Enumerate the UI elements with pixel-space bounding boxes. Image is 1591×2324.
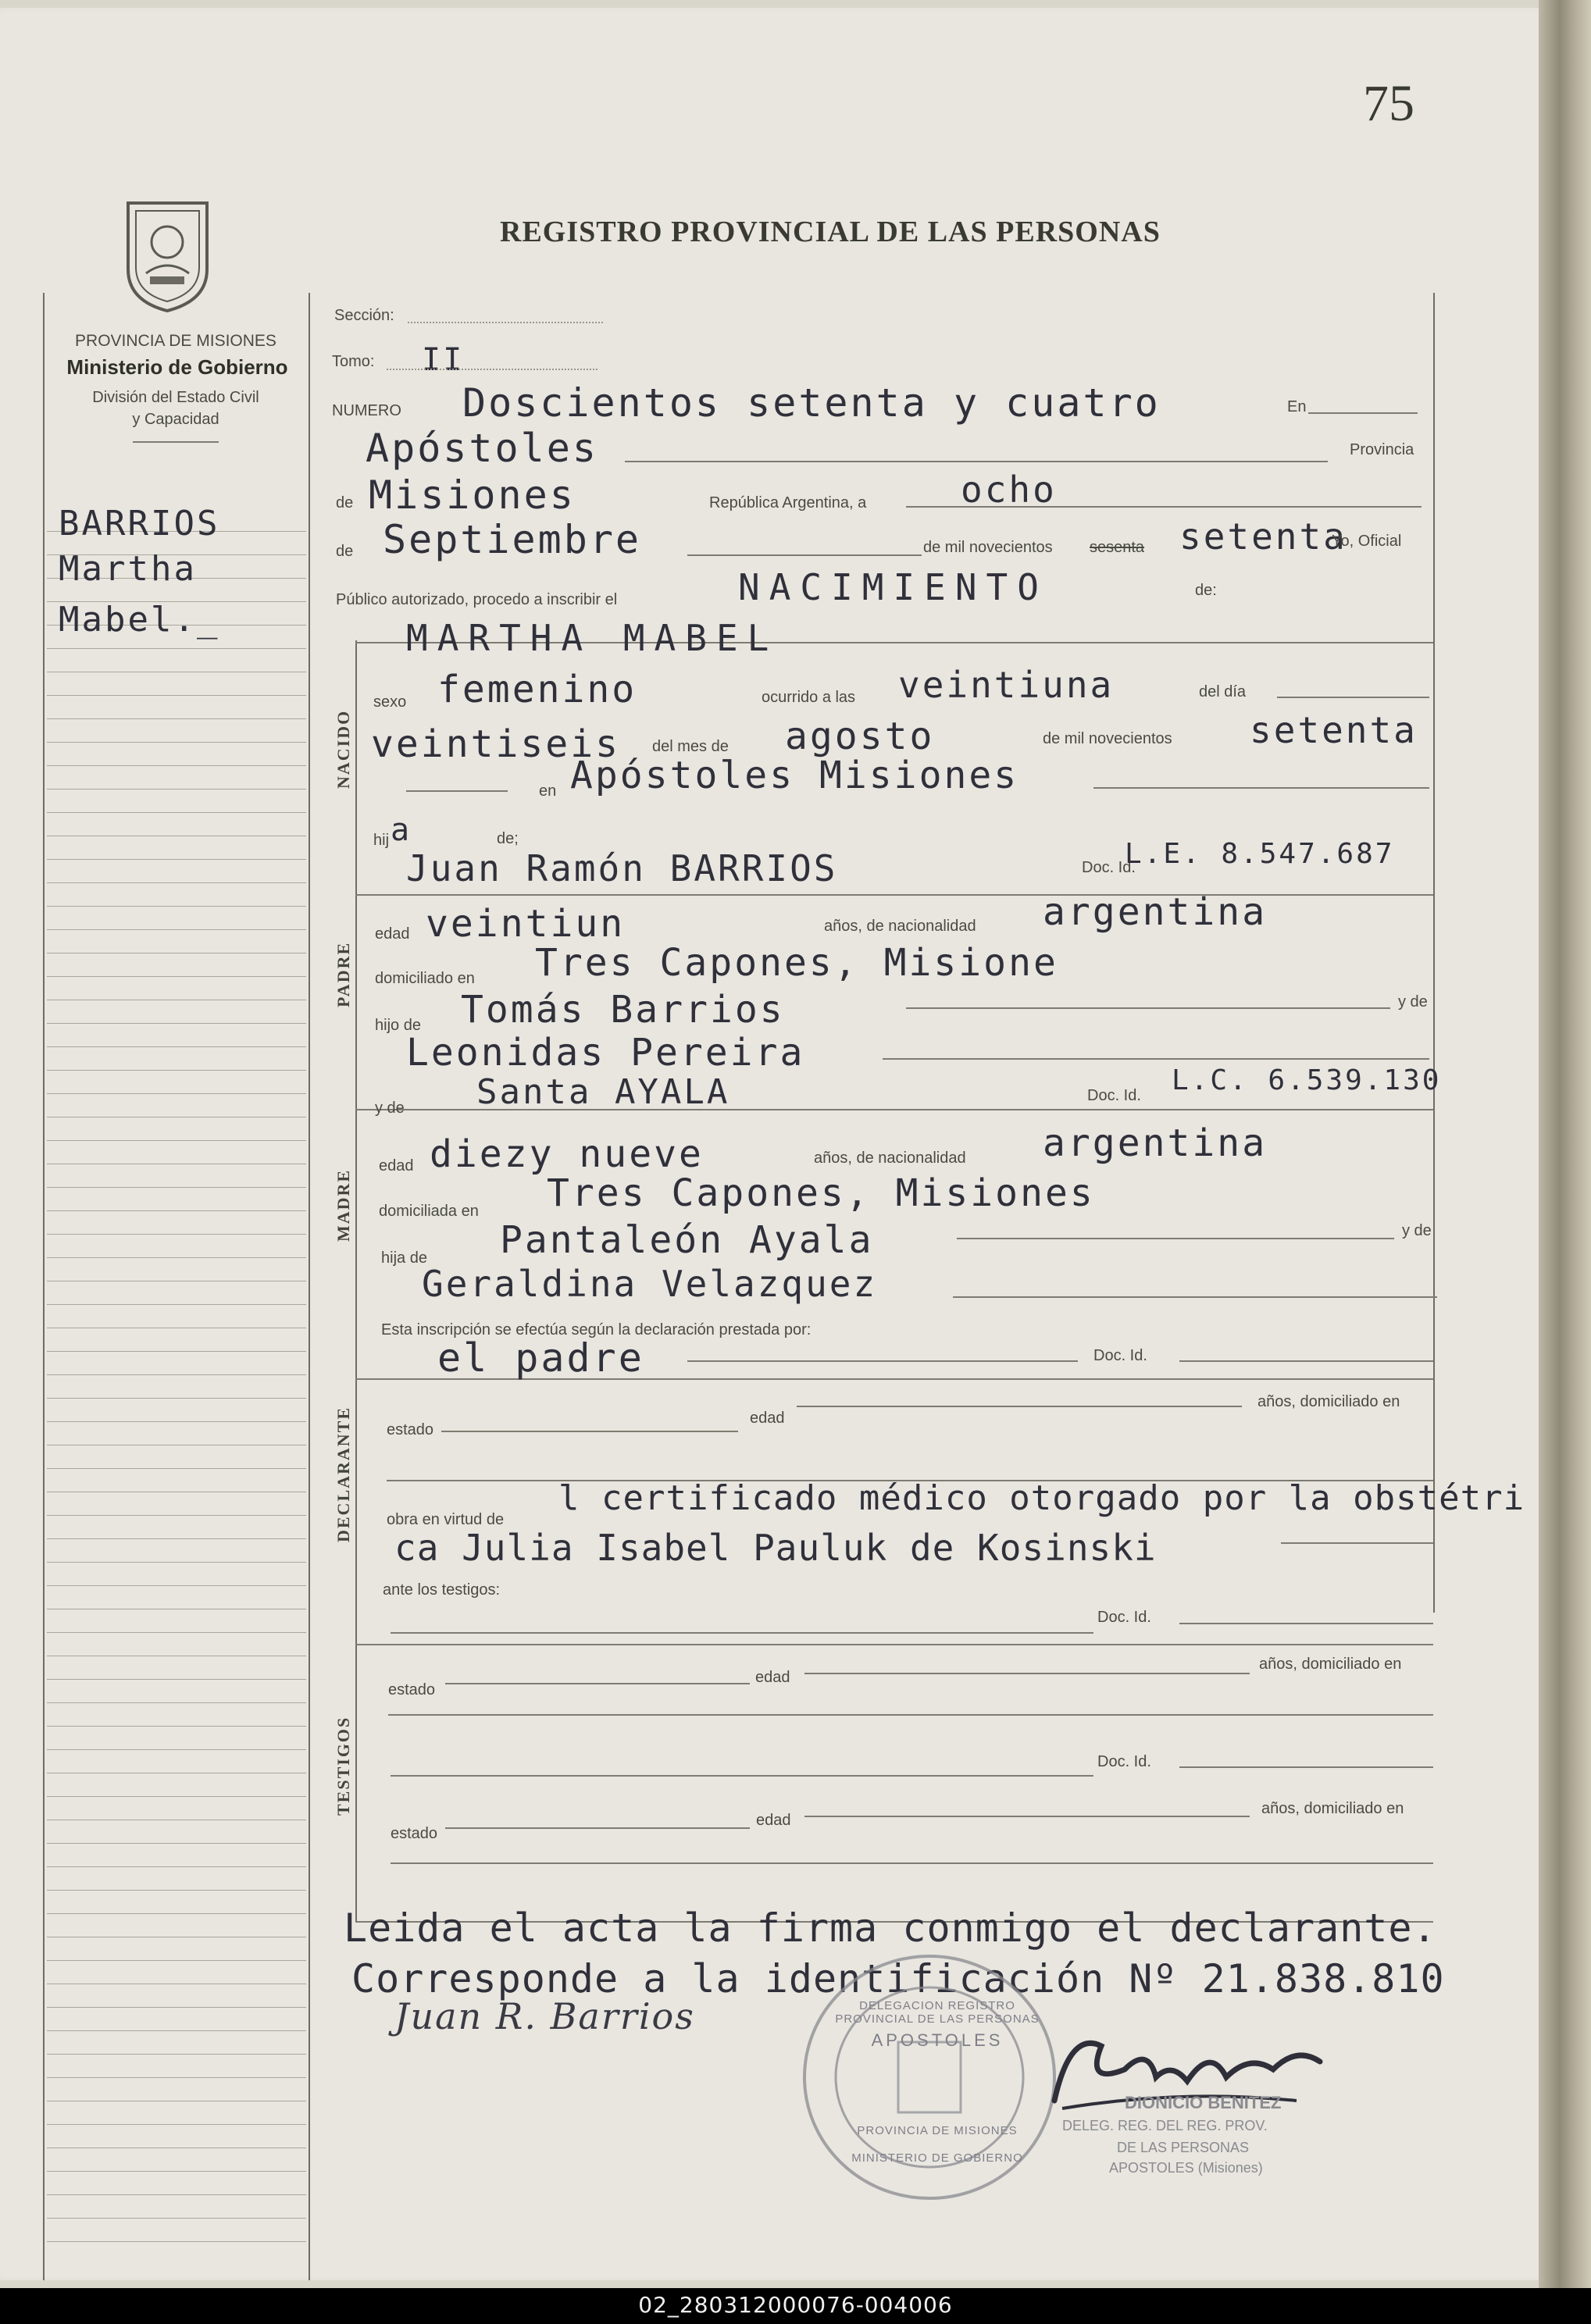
margin-rule [47,1093,306,1094]
official-line3: DE LAS PERSONAS [1117,2140,1250,2155]
declarante-anos-label: años, domiciliado en [1257,1393,1400,1410]
madre-dom-value: Tres Capones, Misiones [547,1171,1095,1215]
margin-rule [47,882,306,883]
margin-rule [47,1749,306,1750]
footer-code: 02_280312000076-004006 [638,2292,953,2318]
margin-rule [47,1843,306,1844]
del-dia-label: del día [1199,683,1247,700]
margin-rule [47,718,306,719]
madre-nombre-value: Santa AYALA [476,1072,730,1112]
de-mil2-label: de mil novecientos [1043,730,1172,747]
margin-surname: BARRIOS [59,504,220,544]
margin-rule [47,765,306,766]
madre-doc-label: Doc. Id. [1087,1087,1141,1104]
official-seal-stamp [797,1948,1062,2209]
abuela-p-value: Leonidas Pereira [406,1031,805,1075]
margin-rule [47,2077,306,2078]
section-padre: PADRE [334,941,353,1007]
padre-nac-value: argentina [1043,890,1268,934]
de-label-2: de [336,543,354,560]
margin-rule [47,1515,306,1516]
de-label-1: de [336,494,354,511]
obra-line2-value: ca Julia Isabel Pauluk de Kosinski [394,1527,1157,1569]
obra-line1-value: l certificado médico otorgado por la obstétri [558,1478,1525,1518]
hija-de-label: hija de [381,1249,427,1267]
margin-rule [47,648,306,649]
margin-middle-name: Mabel._ [59,600,220,640]
declarante-doc-label: Doc. Id. [1093,1347,1147,1364]
y-de-right-2: y de [1402,1222,1432,1239]
testigo1-estado-label: estado [388,1681,436,1698]
sesenta-struck: sesenta [1090,539,1145,556]
province-coat-of-arms-icon [119,195,216,315]
testigo2-edad-label: edad [756,1812,791,1829]
margin-rule [47,2194,306,2195]
esta-inscripcion-label: Esta inscripción se efectúa según la declaración prestada por: [381,1321,812,1338]
tomo-value: II [422,342,465,378]
hij-letra-value: a [391,812,412,848]
madre-anos-label: años, de nacionalidad [814,1150,966,1167]
margin-rule [47,1304,306,1305]
margin-rule [47,1538,306,1539]
madre-nac-value: argentina [1043,1121,1268,1165]
margin-rule [47,1234,306,1235]
abuelo-p-value: Tomás Barrios [461,988,785,1032]
margin-rule [47,2124,306,2125]
margin-rule [47,2030,306,2031]
official-line4: APOSTOLES (Misiones) [1109,2160,1263,2176]
mes-inscripcion-value: Septiembre [383,517,642,562]
provincia-label: Provincia [1350,441,1414,458]
abuelo-m-value: Pantaleón Ayala [500,1218,874,1262]
hora-value: veintiuna [898,664,1115,706]
closing-line2: Corresponde a la identificación Nº 21.838.810 [351,1956,1445,2001]
margin-rule [47,2241,306,2242]
de-colon-label: de: [1195,582,1217,599]
numero-label: NUMERO [332,402,401,419]
margin-rule [47,1796,306,1797]
dia-nac-value: veintiseis [371,722,620,766]
margin-rule [47,2007,306,2008]
anio-nac-value: setenta [1250,709,1418,751]
nombre-value: MARTHA MABEL [406,617,779,659]
abuela-m-value: Geraldina Velazquez [422,1263,878,1305]
padre-edad-label: edad [375,925,410,943]
margin-rule [47,1585,306,1586]
publico-label: Público autorizado, procedo a inscribir el [336,591,618,608]
margin-rule [47,1562,306,1563]
mes-nac-value: agosto [785,715,935,758]
stamp-place: APOSTOLES [871,2030,1004,2050]
padre-anos-label: años, de nacionalidad [824,918,976,935]
section-madre: MADRE [334,1168,353,1242]
stamp-province: PROVINCIA DE MISIONES [857,2124,1018,2137]
lugar-nac-value: Apóstoles Misiones [570,754,1019,797]
testigo1-anos-label: años, domiciliado en [1259,1656,1402,1673]
margin-rule [47,929,306,930]
del-mes-label: del mes de [652,738,729,755]
ministry-name: Ministerio de Gobierno [66,355,288,379]
margin-rule [47,2171,306,2172]
margin-rule [47,742,306,743]
margin-rule [47,1398,306,1399]
province-name: PROVINCIA DE MISIONES [75,332,276,350]
provincia-value: Misiones [369,472,576,518]
margin-rule [47,1374,306,1375]
ciudad-value: Apóstoles [366,426,598,471]
margin-first-name: Martha [59,549,197,589]
madre-dom-label: domiciliada en [379,1203,479,1220]
margin-rule [47,2218,306,2219]
book-binding [1539,0,1591,2288]
margin-rule [47,906,306,907]
madre-doc-value: L.C. 6.539.130 [1172,1064,1442,1096]
margin-rule [47,1890,306,1891]
acto-value: NACIMIENTO [738,566,1048,608]
margin-rule [47,695,306,696]
section-nacido: NACIDO [334,709,353,789]
margin-rule [47,859,306,860]
margin-rule [47,1960,306,1961]
hijo-de-label: hijo de [375,1017,421,1034]
margin-rule [47,976,306,977]
anio-inscripcion-value: setenta [1179,515,1347,558]
ante-testigos-label: ante los testigos: [383,1581,501,1599]
madre-y-de-label: y de [375,1100,405,1117]
margin-rule [47,1726,306,1727]
margin-rule [47,1679,306,1680]
document-title: REGISTRO PROVINCIAL DE LAS PERSONAS [500,216,1161,248]
margin-rule [47,1140,306,1141]
testigo2-anos-label: años, domiciliado en [1261,1800,1404,1817]
margin-rule [47,789,306,790]
margin-rule [47,2054,306,2055]
dia-inscripcion-value: ocho [961,469,1057,511]
stamp-bottom: MINISTERIO DE GOBIERNO [851,2151,1023,2165]
declarante-edad-label: edad [750,1410,785,1427]
tomo-label: Tomo: [332,353,375,370]
yo-oficial-label: Yo, Oficial [1332,533,1402,550]
y-de-right-1: y de [1398,993,1428,1011]
official-signature-icon [1039,2015,1367,2135]
republica-label: República Argentina, a [709,494,867,511]
sexo-value: femenino [437,668,637,711]
padre-doc-value: L.E. 8.547.687 [1125,838,1395,870]
margin-rule [47,1210,306,1211]
testigo1-doc-label: Doc. Id. [1097,1609,1151,1626]
madre-edad-value: diezy nueve [430,1132,704,1176]
margin-rule [47,1023,306,1024]
margin-rule [47,812,306,813]
padre-nombre-value: Juan Ramón BARRIOS [406,847,838,889]
padre-doc-label: Doc. Id. [1082,859,1136,876]
margin-rule [47,1866,306,1867]
en-label: En [1287,398,1307,415]
de-semi-label: de; [497,830,519,847]
page-number: 75 [1363,75,1414,132]
sexo-label: sexo [373,693,407,711]
ocurrido-label: ocurrido a las [762,689,856,706]
section-declarante: DECLARANTE [334,1406,353,1542]
margin-rule [47,1257,306,1258]
margin-rule [47,1702,306,1703]
hij-label: hij [373,832,390,849]
margin-rule [47,1468,306,1469]
margin-rule [47,1913,306,1914]
padre-dom-label: domiciliado en [375,970,475,987]
margin-rule [47,1046,306,1047]
closing-line1: Leida el acta la firma conmigo el declarante. [344,1905,1437,1951]
numero-value: Doscientos setenta y cuatro [462,380,1161,426]
margin-rule [47,1351,306,1352]
official-line2: DELEG. REG. DEL REG. PROV. [1062,2118,1268,2133]
division-line2: y Capacidad [132,411,219,428]
division-line1: División del Estado Civil [92,389,259,406]
testigo2-estado-label: estado [391,1825,438,1842]
padre-edad-value: veintiun [426,902,626,946]
obra-label: obra en virtud de [387,1511,505,1528]
margin-rule [47,1187,306,1188]
madre-edad-label: edad [379,1157,414,1174]
en-small-label: en [539,782,557,800]
margin-rule [47,1421,306,1422]
declarante-value: el padre [437,1335,644,1381]
declarant-signature: Juan R. Barrios [394,1995,695,2037]
testigo1-edad-label: edad [755,1669,790,1686]
official-name: DIONICIO BENITEZ [1125,2093,1282,2112]
margin-rule [47,1632,306,1633]
testigo2-doc-label: Doc. Id. [1097,1753,1151,1770]
padre-dom-value: Tres Capones, Misione [535,941,1058,985]
de-mil-label: de mil novecientos [923,539,1053,556]
seccion-label: Sección: [334,307,394,324]
stamp-text: DELEGACION REGISTRO PROVINCIAL DE LAS PERSONAS [835,1999,1040,2026]
declarante-estado-label: estado [387,1421,434,1438]
section-testigos: TESTIGOS [334,1716,353,1816]
margin-rule [47,1070,306,1071]
